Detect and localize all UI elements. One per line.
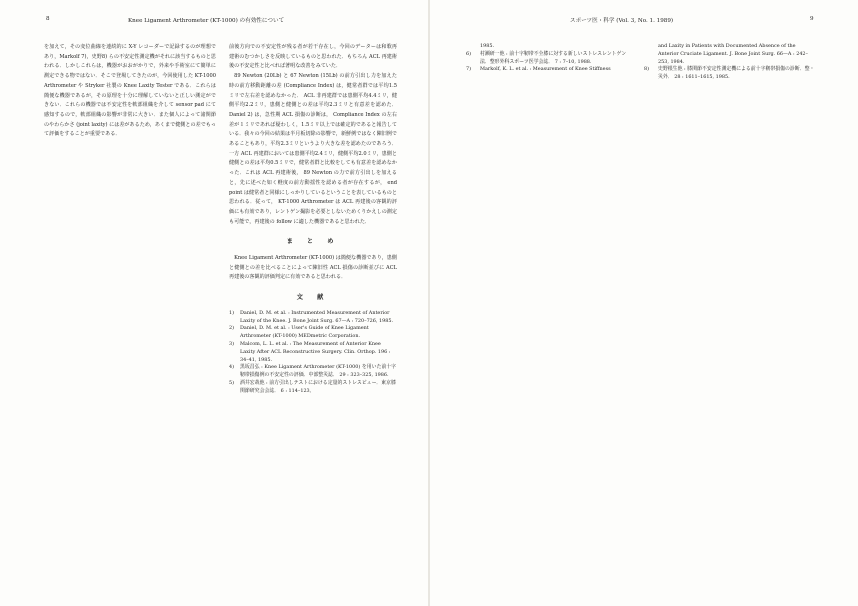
right-page — [430, 0, 858, 606]
right-column-2 — [644, 43, 816, 82]
body-paragraph: を加えて，その変位曲線を連続的に X-Y レコーダーで記録するのが理想であり，Markolf 7)，史野8) らの不安定性測定機がそれに該当するものと思われる．しかしこれらは，機器がおおがかりで，外来や手術室にて簡単に測定できる物ではない．そこで登場してきたのが，今回使用した KT-1000 Arthrometer や Stryker 社製の Knee Laxity Tester である．これらは簡便な機器であるが，その原理を十分に理解していないと正しい測定ができない．これらの機器では不安定性を軟部組織を介して sensor pad にて感知するので，軟部組織の影響が非常に大きい．また個人によって諸関節のやわらかさ (joint laxity) には差があるため，あくまで健側との差でもって評価をすることが重要である． — [44, 44, 216, 138]
right-column-1 — [466, 43, 634, 74]
reference-item: and Laxity in Patients with Documented Absence of the Anterior Cruciate Ligament. J. Bone Joint Surg. 66—A : 242–253, 1984. — [658, 43, 808, 65]
reference-item: 8) 史野根生他 : 膝関節不安定性測定機による前十字靭帯損傷の診断．整・災外． 28 : 1611–1615, 1985. — [644, 66, 815, 81]
reference-item: 6) 村瀬研一他 : 前十字靭帯不全膝に対する新しいストレスレントゲン法．整形外科スポーツ医学会誌． 7 : 7–10, 1988. — [466, 50, 627, 65]
reference-item: 3) Malcom, L. L. et al. : The Measurement of Anterior Knee Laxity After ACL Reconstructive Surgery. Clin. Orthop. 196 : 34–41, 1985. — [229, 341, 391, 363]
reference-item: 5) 酒井宏哉他 : 前方引出しテストにおける定量的ストレスビュー．東京膝関節研究会会誌． 6 : 114–123, — [229, 380, 396, 394]
left-column-2 — [229, 43, 397, 396]
page-number-left: 8 — [46, 16, 50, 22]
left-page — [0, 0, 428, 606]
page-number-right: 9 — [810, 16, 814, 22]
reference-list — [229, 310, 397, 396]
left-column-1 — [44, 43, 216, 140]
references-heading: 文 献 — [296, 294, 330, 302]
summary-heading: ま と め — [286, 238, 340, 246]
reference-item: 4) 黒坂昌弘 : Knee Ligament Arthrometer (KT-1000) を用いた前十字靭帯損傷例の不安定性の評価．中部整災誌． 29 : 323–325, 1986. — [229, 364, 397, 379]
reference-list — [466, 43, 634, 74]
reference-item: 1) Daniel, D. M. et al. : Instrumented Measurement of Anterior Laxity of the Knee. J. Bone Joint Surg. 67—A : 720–726, 1985. — [229, 309, 394, 324]
reference-item: 2) Daniel, D. M. et al. : User's Guide of Knee Ligament Arthrometer (KT-1000) MEDmetric Corporation. — [229, 325, 369, 340]
reference-item: 1985. — [480, 43, 495, 49]
running-head-left: Knee Ligament Arthrometer (KT-1000) の有効性について — [128, 18, 285, 24]
summary-paragraph: Knee Ligament Arthrometer (KT-1000) は簡便な機器であり，患側と健側との差を比べることによって陳旧性 ACL 損傷の診断並びに ACL 再建後の客観的評価判定に有効であると思われる． — [229, 255, 397, 281]
reference-list — [644, 43, 816, 82]
body-paragraph: 前後方向での不安定性が残る者が若干存在し，今回のデーターは和歌再建術のむつかしさを反映しているものと思われた．もちろん ACL 再建術後の不安定性と比べれば著明な改善をみていた． — [229, 44, 397, 70]
running-head-right: スポーツ医・科学 (Vol. 3, No. 1. 1989) — [570, 18, 674, 24]
body-paragraph: 89 Newton (20Lb) と 67 Newton (15Lb) の前方引出し力を加えた時の前方移動距離の差 (Compliance Index) は，健常者群では平均1.5ミリで左右差を認めなかった． ACL 非再建群では患側平均4.4ミリ，健側平均2.2ミリ，患側と健側との差は平均2.3ミリと有意差を認めた． Daniel 2) は，急性期 ACL 損傷の診断は， Compliance Index の左右差が１ミリであれば疑わしく，1.5ミリ以上では確定的であると報告している．我々の今回の結果は半月板切除の影響で，新鮮例ではなく陳旧例であることもあり，平均2.3ミリというより大きな差を認めたのであろう．一方 ACL 再建群においては患側平均2.4ミリ，健側平均2.0ミリ，患側と健側との差は平均0.5ミリで，健常者群と比較をしても有意差を認めなかった．これは ACL 再建術後， 89 Newton の力で前方引出しを加えると，先に述べた如く軽度の前方動揺性を認める者が存在するが， end point は健常者と同様にしっかりしているということを表しているものと思われる．従って， KT-1000 Arthrometer は ACL 再建後の客観的評価にも有効であり，レントゲン撮影を必要としないためくりかえしの測定も可能で，再建後の follow に適した機器であると思われた． — [229, 73, 397, 225]
reference-item: 7) Markolf, K. L. et al. : Measurement of Knee Stiffness — [466, 66, 611, 73]
